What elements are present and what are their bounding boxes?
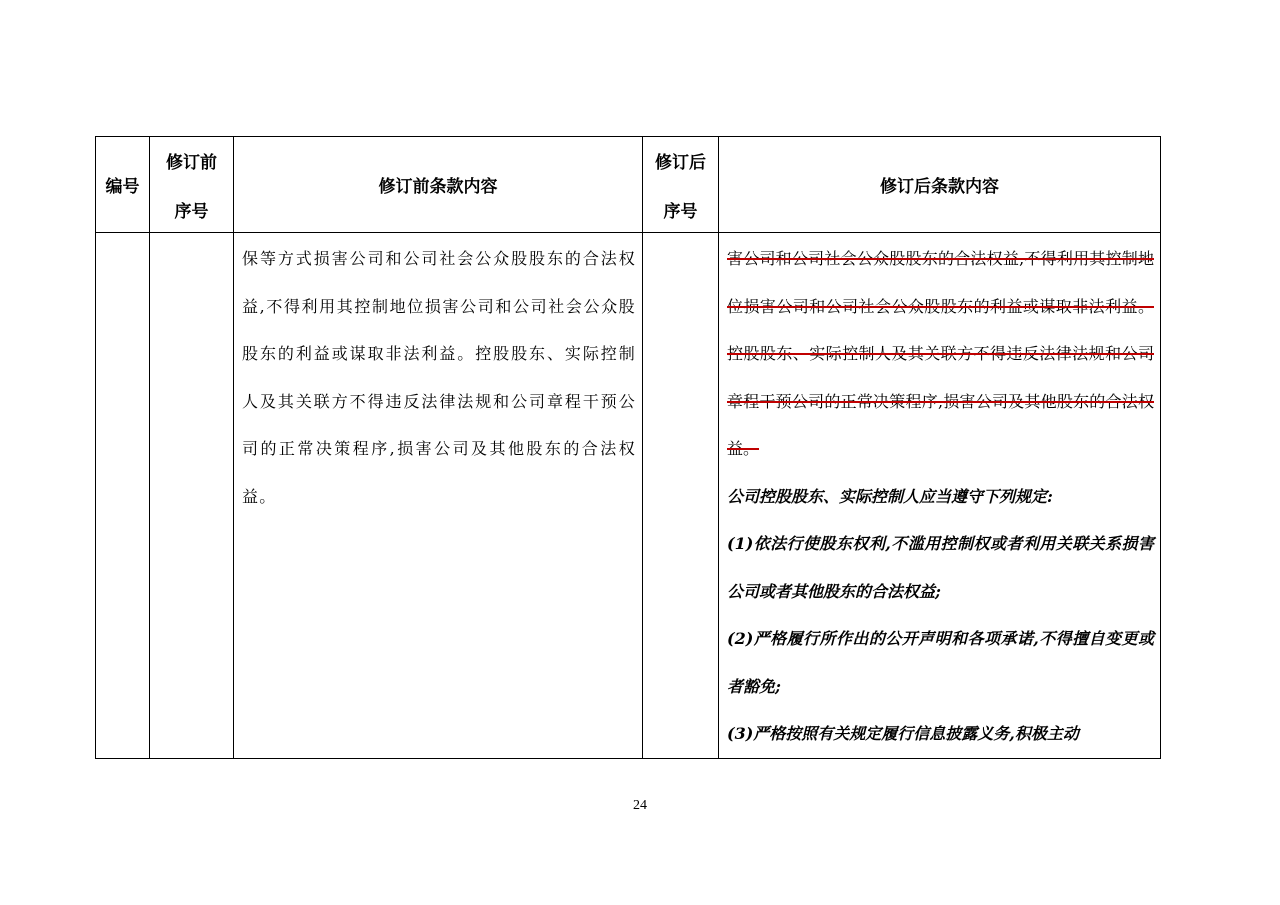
revision-comparison-table bbox=[95, 136, 1161, 759]
inserted-line-intro: 公司控股股东、实际控制人应当遵守下列规定: bbox=[727, 486, 1053, 506]
header-old-seq: 修订前 序号 bbox=[150, 137, 234, 233]
cell-new-content bbox=[719, 233, 1161, 759]
new-clause-text bbox=[719, 233, 1160, 758]
inserted-item-2: (2)严格履行所作出的公开声明和各项承诺,不得擅自变更或者豁免; bbox=[727, 629, 1154, 696]
table-row bbox=[96, 233, 1161, 759]
inserted-item-1: (1)依法行使股东权利,不滥用控制权或者利用关联关系损害公司或者其他股东的合法权益; bbox=[727, 534, 1154, 601]
deleted-text: 害公司和公司社会公众股股东的合法权益,不得利用其控制地位损害公司和公司社会公众股股东的利益或谋取非法利益。控股股东、实际控制人及其关联方不得违反法律法规和公司章程干预公司的正常决策程序,损害公司及其他股东的合法权益。 bbox=[727, 249, 1154, 458]
header-old-content: 修订前条款内容 bbox=[234, 137, 643, 233]
cell-old-seq bbox=[150, 233, 234, 759]
cell-new-seq bbox=[643, 233, 719, 759]
cell-old-content bbox=[234, 233, 643, 759]
header-new-content: 修订后条款内容 bbox=[719, 137, 1161, 233]
cell-number bbox=[96, 233, 150, 759]
page-number: 24 bbox=[633, 798, 647, 813]
table-header-row bbox=[96, 137, 1161, 233]
inserted-item-3: (3)严格按照有关规定履行信息披露义务,积极主动 bbox=[727, 724, 1079, 743]
header-number: 编号 bbox=[96, 137, 150, 233]
old-clause-text: 保等方式损害公司和公司社会公众股股东的合法权益,不得利用其控制地位损害公司和公司社会公众股股东的利益或谋取非法利益。控股股东、实际控制人及其关联方不得违反法律法规和公司章程干预公司的正常决策程序,损害公司及其他股东的合法权益。 bbox=[242, 249, 636, 506]
header-new-seq: 修订后 序号 bbox=[643, 137, 719, 233]
